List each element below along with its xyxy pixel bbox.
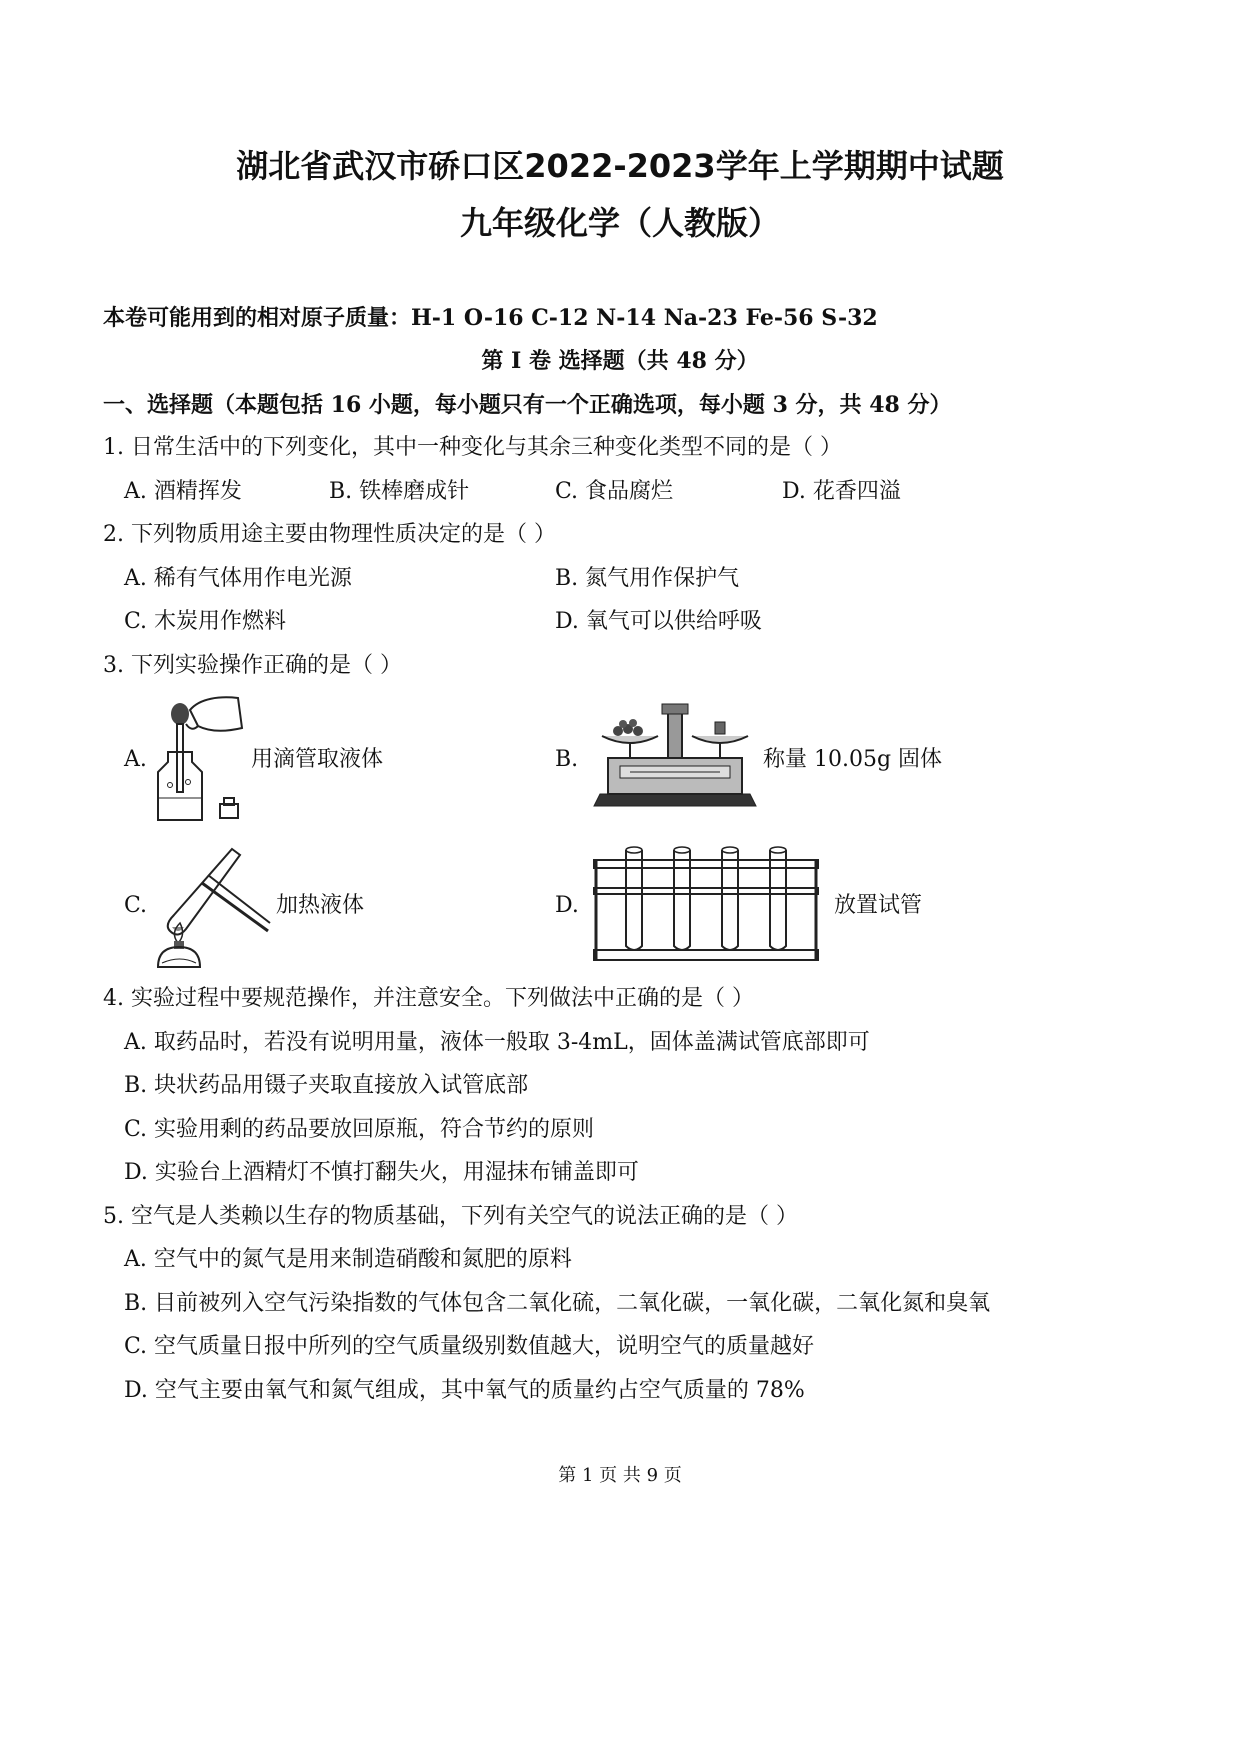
q2-stem: 2. 下列物质用途主要由物理性质决定的是（ ） [103, 522, 556, 547]
q3-stem: 3. 下列实验操作正确的是（ ） [103, 653, 402, 678]
page-title: 湖北省武汉市硚口区2022-2023学年上学期期中试题 [236, 147, 1004, 185]
q5-option-b: B. 目前被列入空气污染指数的气体包含二氧化硫，二氧化碳，一氧化碳，二氧化氮和臭氧 [124, 1291, 991, 1316]
q3-option-b-letter: B. [555, 747, 579, 772]
q1-stem: 1. 日常生活中的下列变化，其中一种变化与其余三种变化类型不同的是（ ） [103, 435, 842, 460]
q1-option-a: A. 酒精挥发 [124, 479, 242, 504]
q2-option-b: B. 氮气用作保护气 [555, 566, 740, 591]
q4-option-c: C. 实验用剩的药品要放回原瓶，符合节约的原则 [124, 1117, 595, 1142]
q4-option-d: D. 实验台上酒精灯不慎打翻失火，用湿抹布铺盖即可 [124, 1160, 639, 1185]
q2-option-d: D. 氧气可以供给呼吸 [555, 609, 762, 634]
q5-option-a: A. 空气中的氮气是用来制造硝酸和氮肥的原料 [124, 1247, 572, 1272]
q2-option-a: A. 稀有气体用作电光源 [124, 566, 352, 591]
q3-option-d-letter: D. [555, 893, 579, 918]
section-heading: 一、选择题（本题包括 16 小题，每小题只有一个正确选项，每小题 3 分，共 48 分） [103, 392, 952, 418]
q3-option-d-text: 放置试管 [834, 893, 923, 918]
q3-option-c-text: 加热液体 [276, 893, 365, 918]
balance-scale-illustration [590, 698, 760, 810]
q1-option-d: D. 花香四溢 [782, 479, 901, 504]
q3-option-a-text: 用滴管取液体 [251, 747, 384, 772]
q5-option-c: C. 空气质量日报中所列的空气质量级别数值越大，说明空气的质量越好 [124, 1334, 815, 1359]
q2-option-c: C. 木炭用作燃料 [124, 609, 287, 634]
heating-test-tube-illustration [150, 843, 275, 973]
page-footer: 第 1 页 共 9 页 [558, 1465, 682, 1486]
q3-option-b-text: 称量 10.05g 固体 [763, 747, 943, 772]
q5-stem: 5. 空气是人类赖以生存的物质基础，下列有关空气的说法正确的是（ ） [103, 1204, 798, 1229]
q3-option-a-letter: A. [124, 747, 147, 772]
page-subtitle: 九年级化学（人教版） [459, 204, 780, 242]
test-tube-rack-illustration [590, 840, 822, 970]
q1-option-b: B. 铁棒磨成针 [329, 479, 470, 504]
atomic-mass-line: 本卷可能用到的相对原子质量：H-1 O-16 C-12 N-14 Na-23 Fe-56 S-32 [103, 305, 878, 331]
q4-stem: 4. 实验过程中要规范操作，并注意安全。下列做法中正确的是（ ） [103, 986, 754, 1011]
q4-option-a: A. 取药品时，若没有说明用量，液体一般取 3-4mL，固体盖满试管底部即可 [124, 1030, 870, 1055]
dropper-bottle-illustration [150, 690, 250, 830]
q4-option-b: B. 块状药品用镊子夹取直接放入试管底部 [124, 1073, 529, 1098]
q1-option-c: C. 食品腐烂 [555, 479, 674, 504]
volume-heading: 第 I 卷 选择题（共 48 分） [481, 348, 759, 374]
q3-option-c-letter: C. [124, 893, 148, 918]
q5-option-d: D. 空气主要由氧气和氮气组成，其中氧气的质量约占空气质量的 78% [124, 1378, 805, 1403]
